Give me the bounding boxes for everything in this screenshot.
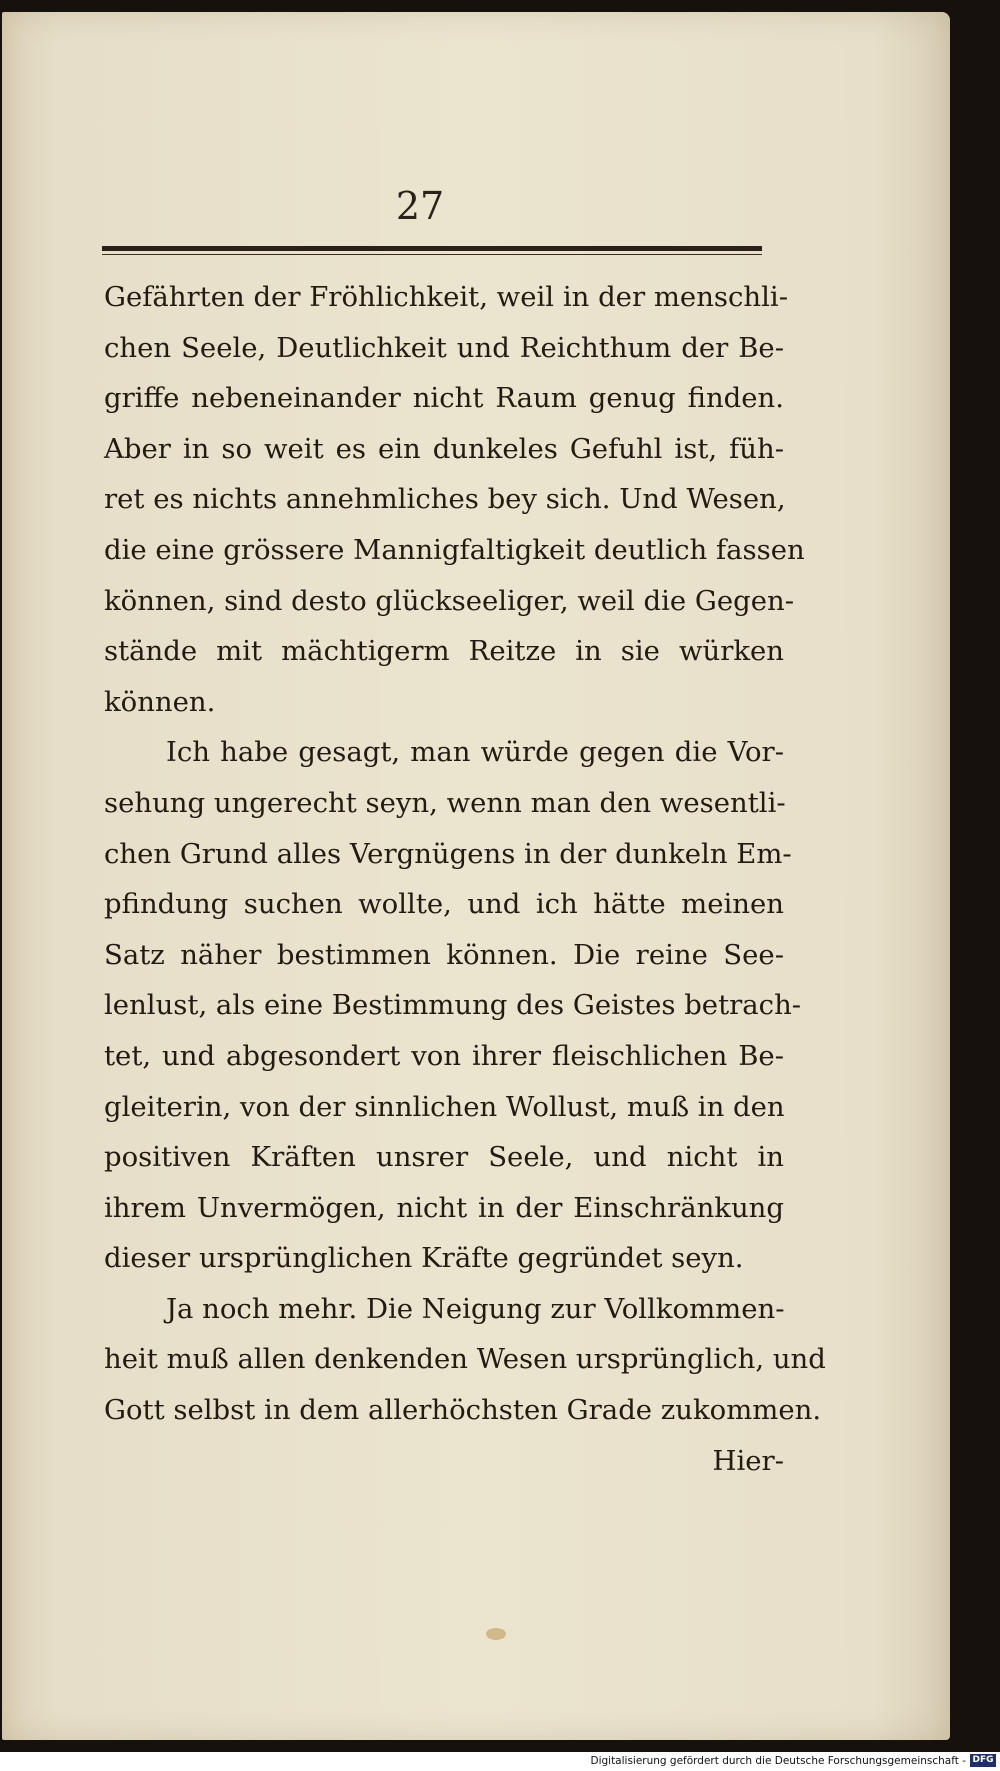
text-line: die eine grössere Mannigfaltigkeit deutlich fassen: [104, 533, 805, 566]
header-rule-thick: [102, 246, 762, 251]
text-line: Ich habe gesagt, man würde gegen die Vor-: [166, 736, 784, 769]
text-line: lenlust, als eine Bestimmung des Geistes betrach-: [104, 989, 802, 1022]
text-line: tet, und abgesondert von ihrer fleischlichen Be-: [104, 1039, 784, 1072]
text-line: können, sind desto glückseeliger, weil die Gegen-: [104, 584, 795, 617]
dfg-logo: DFG: [970, 1754, 996, 1767]
text-line: heit muß allen denkenden Wesen ursprünglich, und: [104, 1343, 826, 1376]
header-rule-thin: [102, 254, 762, 255]
text-line: stände mit mächtigerm Reitze in sie würken: [104, 635, 784, 668]
text-line: chen Seele, Deutlichkeit und Reichthum der Be-: [104, 331, 784, 364]
text-line: positiven Kräften unsrer Seele, und nicht in: [104, 1141, 784, 1174]
text-line: Gott selbst in dem allerhöchsten Grade zukommen.: [104, 1394, 822, 1427]
text-line: chen Grund alles Vergnügens in der dunkeln Em-: [104, 837, 792, 870]
text-line: griffe nebeneinander nicht Raum genug finden.: [104, 382, 784, 415]
catchword: Hier-: [712, 1444, 784, 1477]
text-line: Satz näher bestimmen können. Die reine See-: [104, 938, 784, 971]
header-rule: [102, 246, 762, 254]
text-line: ihrem Unvermögen, nicht in der Einschränkung: [104, 1191, 784, 1224]
page-number: 27: [395, 184, 445, 228]
text-line: Gefährten der Fröhlichkeit, weil in der menschli-: [104, 281, 789, 313]
text-line: dieser ursprünglichen Kräfte gegründet seyn.: [104, 1242, 744, 1275]
text-line: pfindung suchen wollte, und ich hätte meinen: [104, 888, 784, 921]
text-line: ret es nichts annehmliches bey sich. Und Wesen,: [104, 483, 786, 516]
text-line: gleiterin, von der sinnlichen Wollust, muß in den: [104, 1090, 785, 1123]
paper-stain: [486, 1628, 506, 1640]
text-line: können.: [104, 685, 216, 718]
text-line: Aber in so weit es ein dunkeles Gefuhl ist, füh-: [104, 432, 784, 465]
text-line: Ja noch mehr. Die Neigung zur Vollkommen-: [166, 1292, 785, 1325]
text-line: sehung ungerecht seyn, wenn man den wesentli-: [104, 786, 786, 819]
digitization-credit: Digitalisierung gefördert durch die Deutsche Forschungsgemeinschaft -: [590, 1755, 966, 1767]
body-text: [104, 272, 826, 1486]
